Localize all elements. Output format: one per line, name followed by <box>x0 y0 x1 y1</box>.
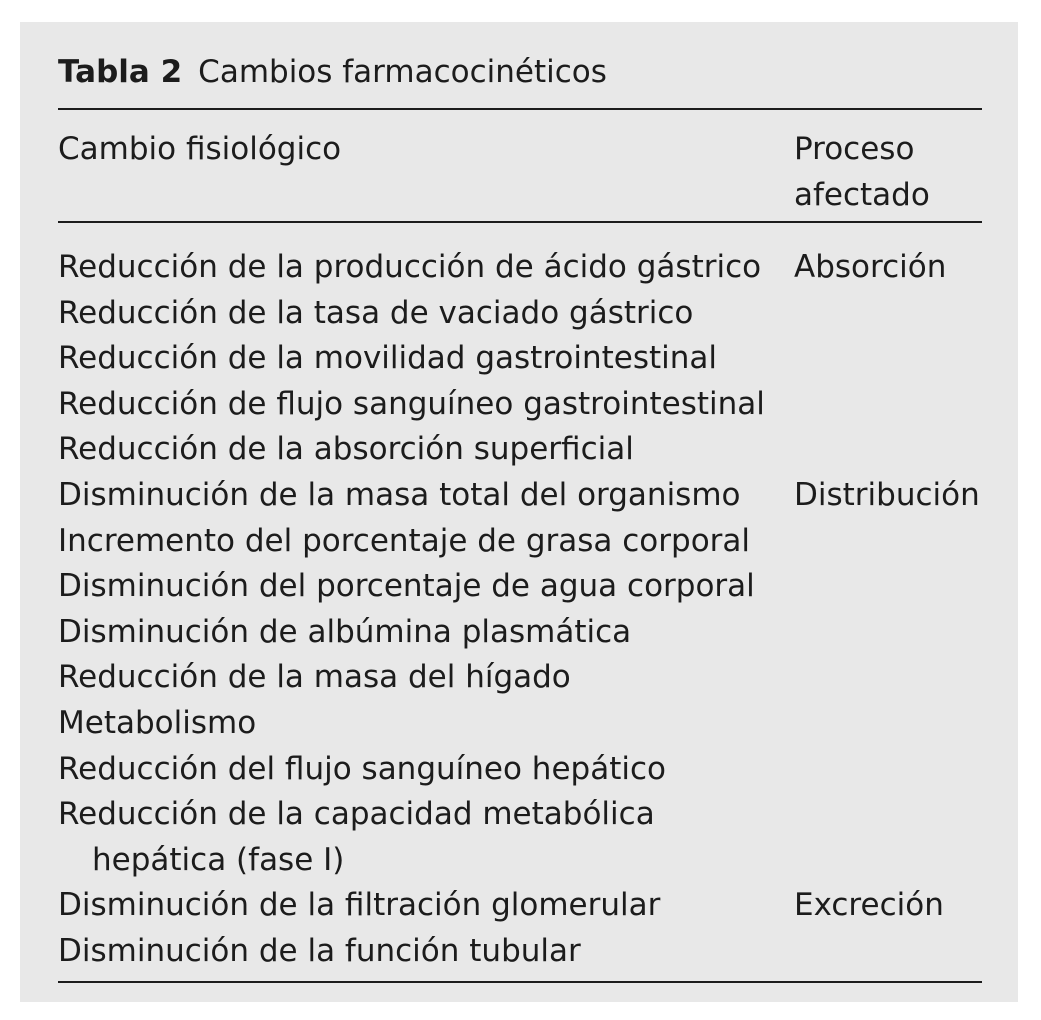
header-rule <box>58 221 982 223</box>
top-rule <box>58 108 982 110</box>
table-row <box>58 519 982 565</box>
table-caption <box>58 50 607 94</box>
cell-process: Absorción <box>794 249 947 285</box>
table-row <box>58 291 982 337</box>
table-row <box>58 792 982 838</box>
table-row <box>58 564 982 610</box>
table-row <box>58 883 982 929</box>
cell-change: Incremento del porcentaje de grasa corporal <box>58 522 751 559</box>
table-row <box>58 245 982 291</box>
cell-change: Reducción de la tasa de vaciado gástrico <box>58 294 694 331</box>
table-row <box>58 473 982 519</box>
cell-change: Reducción del flujo sanguíneo hepático <box>58 750 666 787</box>
column-header-process-line1: Proceso <box>794 131 915 167</box>
cell-change: Disminución de la masa total del organismo <box>58 476 741 513</box>
table-body <box>58 245 982 975</box>
column-header-process-line2: afectado <box>794 177 930 213</box>
table-row <box>58 929 982 975</box>
cell-process: Distribución <box>794 476 980 513</box>
table-row <box>58 701 982 747</box>
table-title: Cambios farmacocinéticos <box>198 54 607 90</box>
table-row <box>58 427 982 473</box>
column-header-process <box>794 126 974 218</box>
table-row <box>58 610 982 656</box>
table-row <box>58 655 982 701</box>
cell-change: Reducción de la producción de ácido gástrico <box>58 249 762 285</box>
table-row <box>58 747 982 793</box>
cell-process: Excreción <box>794 887 944 924</box>
cell-change: Disminución del porcentaje de agua corporal <box>58 568 755 605</box>
cell-change: Disminución de la función tubular <box>58 932 581 969</box>
bottom-rule <box>58 981 982 983</box>
cell-change: Reducción de la capacidad metabólica <box>58 796 655 833</box>
cell-change: hepática (fase I) <box>92 841 345 878</box>
cell-change: Disminución de la filtración glomerular <box>58 887 661 924</box>
cell-change: Disminución de albúmina plasmática <box>58 613 632 650</box>
cell-change: Reducción de la absorción superficial <box>58 431 634 468</box>
table-row <box>58 336 982 382</box>
cell-change: Reducción de la movilidad gastrointestinal <box>58 340 718 377</box>
table-row <box>58 382 982 428</box>
cell-change: Reducción de flujo sanguíneo gastrointestinal <box>58 385 765 422</box>
cell-change: Reducción de la masa del hígado <box>58 659 571 696</box>
table-row <box>58 838 982 884</box>
column-header-change: Cambio fisiológico <box>58 131 342 167</box>
cell-change: Metabolismo <box>58 704 257 741</box>
table-label: Tabla 2 <box>58 54 183 90</box>
